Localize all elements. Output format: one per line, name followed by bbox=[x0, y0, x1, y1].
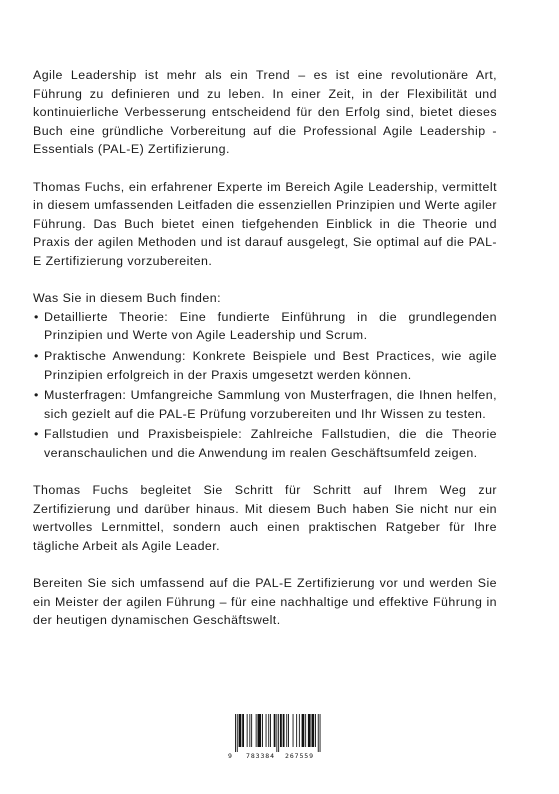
list-item: • Fallstudien und Praxisbeispiele: Zahlreiche Fallstudien, die die Theorie veranschaulichen und die Anwendung im realen Geschäftsumfeld zeigen. bbox=[33, 425, 497, 462]
isbn-barcode bbox=[228, 714, 328, 766]
barcode-bar bbox=[308, 714, 311, 747]
list-intro: Was Sie in diesem Buch finden: bbox=[33, 291, 221, 306]
barcode-right-group: 267559 bbox=[285, 752, 314, 760]
barcode-bars bbox=[228, 714, 328, 752]
barcode-bar bbox=[288, 714, 289, 747]
barcode-bar bbox=[315, 714, 316, 747]
barcode-bar bbox=[299, 714, 300, 747]
barcode-lead-digit: 9 bbox=[228, 752, 232, 760]
closing-paragraph: Bereiten Sie sich umfassend auf die PAL-E Zertifizierung vor und werden Sie ein Meister der agilen Führung – für eine nachhaltige und effektive Führung in der heutigen dynamischen Geschäftswelt. bbox=[33, 576, 497, 628]
barcode-bar bbox=[249, 714, 250, 747]
barcode-guard-bar bbox=[235, 714, 236, 752]
author-paragraph: Thomas Fuchs, ein erfahrener Experte im Bereich Agile Leadership, vermittelt in diesem umfassenden Leitfaden die essenziellen Prinzipien und Werte agiler Führung. Das Buch bietet einen tiefgehenden Einblick in die Theorie und Praxis der agilen Methoden und ist darauf ausgelegt, Sie optimal auf die PAL-E Zertifizierung vorzubereiten. bbox=[33, 179, 497, 268]
barcode-bar bbox=[251, 714, 252, 747]
barcode-guard-bar bbox=[318, 714, 319, 752]
barcode-bar bbox=[242, 714, 244, 747]
barcode-bar bbox=[286, 714, 287, 747]
barcode-bar bbox=[256, 714, 257, 747]
barcode-bar bbox=[305, 714, 306, 747]
barcode-bar bbox=[247, 714, 248, 747]
list-item: • Detaillierte Theorie: Eine fundierte Einführung in die grundlegenden Prinzipien und Werte von Agile Leadership und Scrum. bbox=[33, 308, 497, 345]
blurb-text bbox=[33, 66, 497, 648]
barcode-left-group: 783384 bbox=[246, 752, 275, 760]
barcode-bar bbox=[280, 714, 282, 747]
barcode-guard-bar bbox=[276, 714, 277, 752]
barcode-bar bbox=[266, 714, 267, 747]
barcode-bar bbox=[268, 714, 269, 747]
barcode-guard-bar bbox=[278, 714, 279, 752]
barcode-bar bbox=[274, 714, 276, 747]
intro-paragraph: Agile Leadership ist mehr als ein Trend – es ist eine revolutionäre Art, Führung zu definieren und zu leben. In einer Zeit, in der Flexibilität und kontinuierliche Verbesserung entscheidend für den Erfolg sind, bietet dieses Buch eine gründliche Vorbereitung auf die Professional Agile Leadership - Essentials (PAL-E) Zertifizierung. bbox=[33, 68, 497, 157]
barcode-bar bbox=[270, 714, 271, 747]
list-item: • Musterfragen: Umfangreiche Sammlung von Musterfragen, die Ihnen helfen, sich gezielt auf die PAL-E Prüfung vorzubereiten und Ihr Wissen zu testen. bbox=[33, 386, 497, 423]
barcode-guard-bar bbox=[320, 714, 321, 752]
barcode-bar bbox=[258, 714, 262, 747]
list-item: • Praktische Anwendung: Konkrete Beispiele und Best Practices, wie agile Prinzipien erfolgreich in der Praxis umgesetzt werden können. bbox=[33, 347, 497, 384]
barcode-bar bbox=[283, 714, 285, 747]
barcode-bar bbox=[262, 714, 263, 747]
barcode-bar bbox=[312, 714, 315, 747]
guidance-paragraph: Thomas Fuchs begleitet Sie Schritt für Schritt auf Ihrem Weg zur Zertifizierung und darüber hinaus. Mit diesem Buch haben Sie nicht nur ein wertvolles Lernmittel, sondern auch einen praktischen Ratgeber für Ihre tägliche Arbeit als Agile Leader. bbox=[33, 483, 497, 553]
barcode-bar bbox=[296, 714, 297, 747]
barcode-guard-bar bbox=[237, 714, 238, 752]
barcode-bar bbox=[293, 714, 294, 747]
feature-list bbox=[33, 308, 497, 463]
barcode-bar bbox=[302, 714, 305, 747]
barcode-bar bbox=[239, 714, 242, 747]
